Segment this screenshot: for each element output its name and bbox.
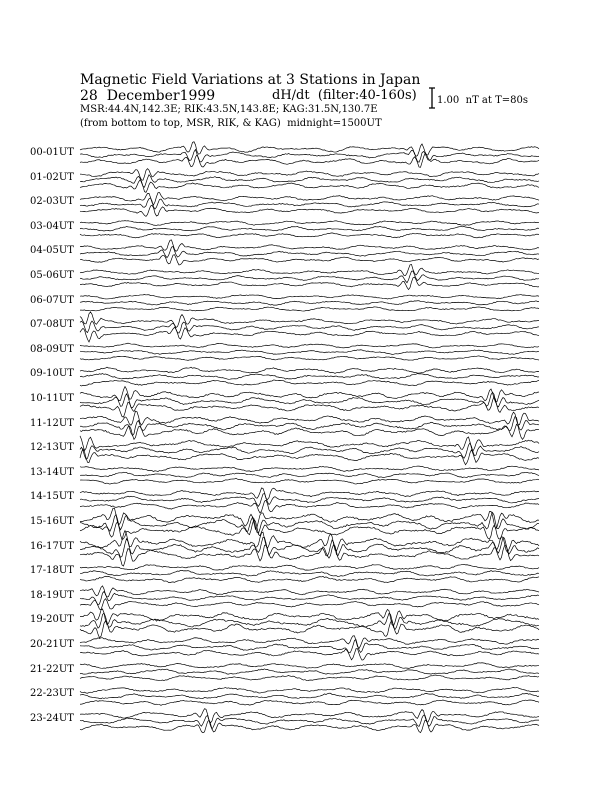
station-trace (80, 488, 539, 500)
station-order-note: (from bottom to top, MSR, RIK, & KAG) midnight=1500UT (80, 118, 382, 129)
station-trace (80, 312, 539, 328)
station-trace (80, 531, 539, 553)
row-label: 10-11UT (30, 393, 74, 404)
station-trace (80, 640, 539, 653)
station-trace (80, 478, 539, 484)
row-label: 06-07UT (30, 294, 74, 306)
chart-date: 28 December1999 (80, 88, 216, 104)
station-trace (80, 613, 539, 629)
station-trace (80, 466, 539, 472)
station-trace (80, 443, 539, 459)
row-label: 20-21UT (30, 639, 74, 650)
station-trace (80, 343, 539, 348)
station-trace (80, 436, 539, 451)
row-label: 14-15UT (30, 491, 74, 503)
station-trace (80, 675, 539, 681)
station-trace (80, 149, 539, 162)
station-trace (80, 599, 539, 610)
station-trace (80, 153, 539, 167)
station-trace (80, 709, 539, 723)
station-trace (80, 255, 539, 265)
row-label: 04-05UT (30, 245, 74, 257)
row-label: 05-06UT (30, 270, 74, 281)
row-label: 11-12UT (30, 417, 74, 429)
station-trace (80, 609, 539, 626)
station-trace (80, 687, 539, 693)
station-trace (80, 246, 539, 257)
station-trace (80, 449, 539, 465)
scale-bar-label: 1.00 nT at T=80s (437, 95, 528, 106)
row-label: 12-13UT (30, 442, 74, 454)
station-trace (80, 350, 539, 355)
row-label: 02-03UT (30, 196, 74, 208)
row-label: 16-17UT (30, 540, 74, 552)
station-trace (80, 621, 539, 638)
station-trace (80, 142, 539, 157)
row-label: 22-23UT (30, 688, 74, 700)
station-trace (80, 221, 539, 226)
station-trace (80, 720, 539, 733)
row-label: 23-24UT (30, 712, 74, 724)
station-trace (80, 693, 539, 698)
station-trace (80, 669, 539, 674)
station-trace (80, 380, 539, 386)
station-trace (80, 564, 539, 570)
row-label: 00-01UT (30, 147, 74, 158)
row-label: 19-20UT (30, 614, 74, 626)
station-trace (80, 233, 539, 238)
station-trace (80, 321, 539, 333)
station-trace (80, 537, 539, 557)
row-label: 09-10UT (30, 368, 74, 380)
station-trace (80, 205, 539, 216)
station-trace (80, 700, 539, 705)
station-trace (80, 264, 539, 275)
row-label: 18-19UT (30, 589, 74, 601)
station-trace (80, 663, 539, 669)
row-label: 07-08UT (30, 319, 74, 331)
station-trace (80, 277, 539, 290)
station-coordinates: MSR:44.4N,142.3E; RIK:43.5N,143.8E; KAG:31.5N,130.7E (80, 104, 378, 115)
station-trace (80, 271, 539, 283)
station-trace (80, 508, 539, 529)
row-label: 15-16UT (30, 516, 74, 527)
station-trace (80, 649, 539, 661)
row-label: 17-18UT (30, 565, 74, 577)
scale-bar (429, 88, 435, 108)
row-label: 01-02UT (30, 171, 74, 183)
station-trace (80, 519, 539, 539)
station-trace (80, 424, 539, 439)
chart-quantity: dH/dt (filter:40-160s) (272, 88, 417, 103)
station-trace (80, 636, 539, 649)
station-trace (80, 226, 539, 231)
station-trace (80, 180, 539, 193)
row-label: 21-22UT (30, 663, 74, 675)
station-trace (80, 374, 539, 380)
station-trace (80, 307, 539, 311)
station-trace (80, 396, 539, 417)
station-trace (80, 295, 539, 299)
station-trace (80, 411, 539, 425)
row-label: 08-09UT (30, 343, 74, 355)
station-trace (80, 472, 539, 477)
station-trace (80, 367, 539, 373)
station-trace (80, 240, 539, 251)
station-trace (80, 576, 539, 582)
station-trace (80, 586, 539, 597)
row-label: 03-04UT (30, 220, 74, 232)
station-trace (80, 301, 539, 305)
station-trace (80, 570, 539, 576)
station-trace (80, 356, 539, 360)
row-label: 13-14UT (30, 466, 74, 478)
chart-title: Magnetic Field Variations at 3 Stations in Japan (80, 72, 421, 88)
station-trace (80, 417, 539, 436)
